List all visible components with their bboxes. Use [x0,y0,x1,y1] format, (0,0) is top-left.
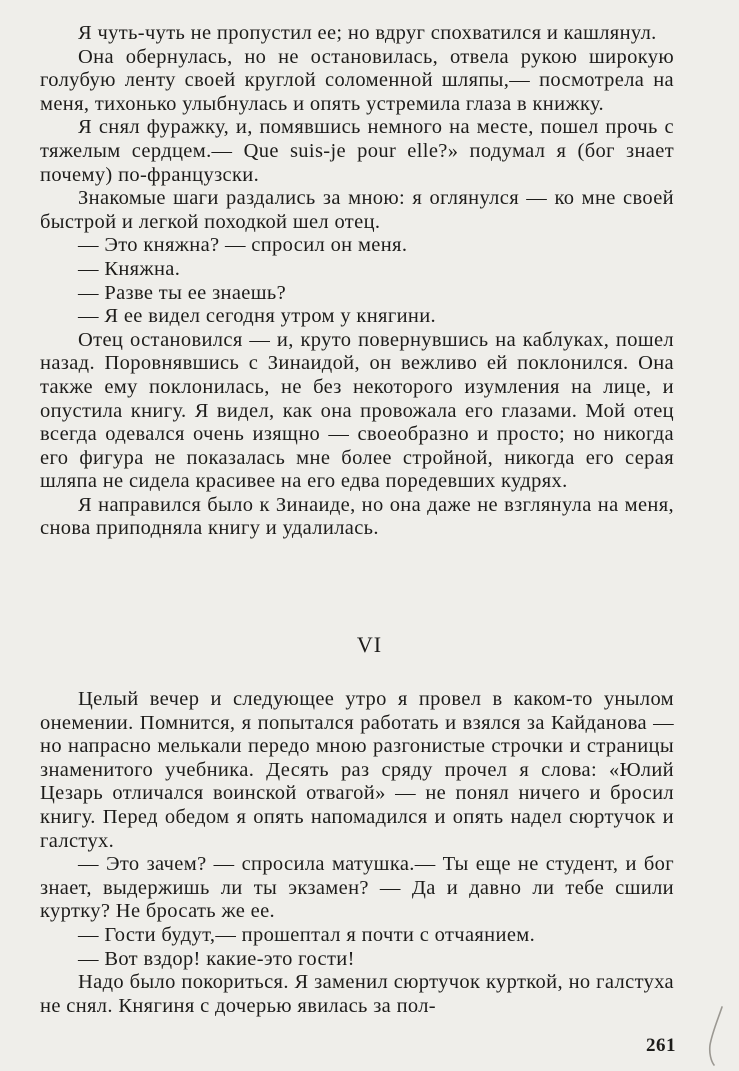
paragraph: Я чуть-чуть не пропустил ее; но вдруг спохватился и кашлянул. [78,22,657,44]
chapter-heading: VI [356,632,383,657]
dialogue-line: — Княжна. [78,257,181,280]
dialogue-line: — Гости будут,— прошептал я почти с отчаянием. [78,923,536,946]
text-section-after [40,688,674,1018]
text-section-before [40,22,674,541]
dialogue-line: — Разве ты ее знаешь? [78,281,287,304]
dialogue-line: — Это княжна? — спросил он меня. [78,234,408,257]
page-number: 261 [646,1035,676,1056]
paragraph: Я снял фуражку, и, помявшись немного на месте, пошел прочь с тяжелым сердцем.— Que suis-je pour elle?» подумал я (бог знает почему) по-французски. [40,116,674,186]
paragraph: Она обернулась, но не остановилась, отвела рукою широкую голубую ленту своей круглой соломенной шляпы,— посмотрела на меня, тихонько улыбнулась и опять устремила глаза в книжку. [40,45,674,115]
paragraph: Целый вечер и следующее утро я провел в каком-то унылом онемении. Помнится, я попытался работать и взялся за Кайданова — но напрасно мелькали передо мною разгонистые строчки и страницы знаменитого учебника. Десять раз сряду прочел я слова: «Юлий Цезарь отличался воинской отвагой» — не понял ничего и бросил книгу. Перед обедом я опять напомадился и опять надел сюртучок и галстух. [40,688,674,852]
dialogue-line: — Вот вздор! какие-это гости! [78,947,355,970]
paragraph: Отец остановился — и, круто повернувшись на каблуках, пошел назад. Поровнявшись с Зинаидой, он вежливо ей поклонился. Она также ему поклонилась, не без некоторого изумления на лице, и опустила книгу. Я видел, как она провожала его глазами. Мой отец всегда одевался очень изящно — своеобразно и просто; но никогда его фигура не показалась мне более стройной, никогда его серая шляпа не сидела красивее на его едва поредевших кудрях. [40,328,674,493]
dialogue-line: — Это зачем? — спросила матушка.— Ты еще не студент, и бог знает, выдержишь ли ты экзамен? — Да и давно ли тебе сшили куртку? Не бросать же ее. [40,853,674,923]
pencil-mark-icon [700,1005,730,1067]
paragraph: Я направился было к Зинаиде, но она даже не взглянула на меня, снова приподняла книгу и удалилась. [40,493,674,540]
dialogue-line: — Я ее видел сегодня утром у княгини. [78,305,437,328]
paragraph: Надо было покориться. Я заменил сюртучок курткой, но галстуха не снял. Княгиня с дочерью явилась за пол- [40,971,674,1017]
paragraph: Знакомые шаги раздались за мною: я оглянулся — ко мне своей быстрой и легкой походкой шел отец. [40,187,674,233]
